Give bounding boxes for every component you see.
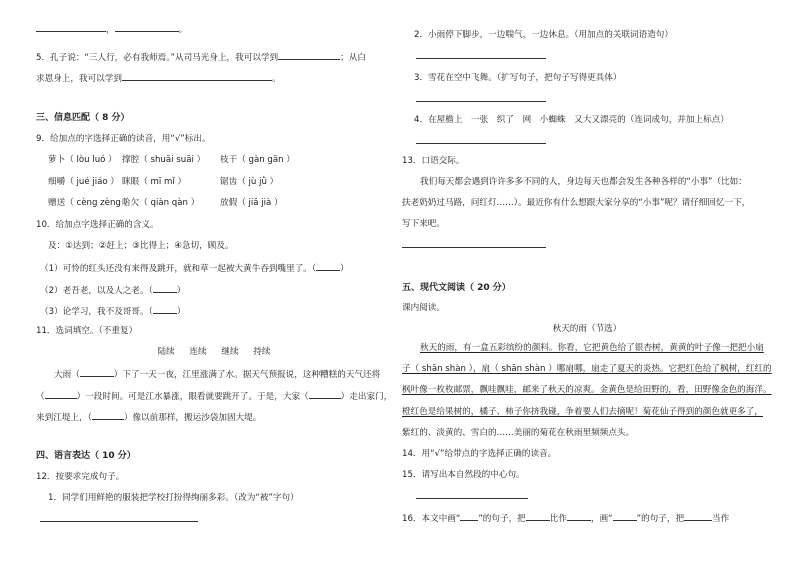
question-13: 13．口语交际。 (402, 156, 465, 166)
q11-word-bank (36, 346, 392, 358)
pinyin-choice[interactable]: 锯齿（ jù jǜ ） (220, 177, 279, 187)
question-12-4: 4．在屋檐上 一张 织了 网 小蜘蛛 又大又漂亮的（连词成句，并加上标点） (414, 115, 729, 125)
answer-blank[interactable] (80, 367, 114, 377)
word-option: 连续 (189, 347, 207, 357)
answer-blank[interactable] (309, 389, 341, 399)
word-option: 继续 (221, 347, 239, 357)
answer-line[interactable] (416, 101, 546, 102)
pinyin-choice[interactable]: 萝卜（ lòu luó ） (48, 155, 117, 165)
pinyin-choice[interactable]: 枝干（ gàn gān ） (220, 155, 295, 165)
answer-line[interactable] (416, 143, 546, 144)
answer-blank[interactable] (122, 71, 272, 81)
question-9: 9．给加点的字选择正确的读音，用“√”标出。 (36, 134, 211, 144)
answer-line[interactable] (402, 247, 546, 248)
q11-paragraph-line: 大雨（ ）下了一天一夜，江里涨满了水。据天气预报说，这种糟糕的天气还将 (54, 367, 380, 381)
section-3-heading: 三、信息匹配（ 8 分） (36, 113, 130, 123)
pinyin-choice[interactable]: 细嚼（ jué jiáo ） (48, 177, 119, 187)
question-14: 14．用“√”给带点的字选择正确的读音。 (402, 449, 557, 459)
q11-paragraph-line: 来到江堤上，（ ）像以前那样，搬运沙袋加固大堤。 (36, 410, 261, 424)
answer-blank[interactable] (153, 304, 177, 314)
q13-text: 扶老奶奶过马路，问红灯……）。最近你有什么想跟大家分享的“小事”呢？请仔细回忆一下， (402, 198, 751, 208)
question-12-3: 3．雪花在空中飞舞。（扩写句子，把句子写得更具体） (414, 73, 622, 83)
answer-blank[interactable] (115, 22, 179, 32)
q10-options: 及：①达到；②赶上；③比得上；④急切，顾及。 (48, 241, 234, 251)
answer-blank[interactable] (460, 511, 478, 521)
question-12-2: 2．小雨停下脚步，一边喘气，一边休息。（用加点的关联词语造句） (414, 30, 673, 40)
question-12-1: 1．同学们用鲜艳的服装把学校打扮得绚丽多彩。（改为“被”字句） (48, 493, 299, 503)
answer-blank[interactable] (316, 261, 340, 271)
answer-blank[interactable] (526, 511, 550, 521)
q10-item: （3）论学习，我不及哥哥。（ ） (40, 304, 186, 318)
word-option: 陆续 (157, 347, 175, 357)
section-5-heading: 五、现代文阅读（ 20 分） (402, 283, 511, 293)
pinyin-choice[interactable]: 撑腔（ shuāi suāi ） (122, 155, 206, 165)
question-5-cont: 求恩身上，我可以学到 。 (36, 71, 281, 85)
passage-line: 紫红的、淡黄的、雪白的……美丽的菊花在秋雨里频频点头。 (402, 428, 635, 438)
answer-line[interactable] (416, 498, 528, 499)
question-10: 10．给加点字选择正确的含义。 (36, 220, 159, 230)
word-option: 持续 (253, 347, 271, 357)
question-11: 11．选词填空。（不重复） (36, 326, 138, 336)
q13-text: 写下来吧。 (402, 219, 445, 229)
passage-title: 秋天的雨（节选） (552, 324, 622, 334)
answer-line[interactable] (416, 58, 546, 59)
pinyin-choice[interactable]: 赠送（ cèng zèng ） (48, 198, 133, 208)
passage-line: 橙红色是给果树的，橘子、柿子你挤我碰，争着要人们去摘呢！菊花仙子得到的颜色就更多了， (402, 407, 763, 417)
pinyin-choice[interactable]: 眯眼（ mī mǐ ） (122, 177, 187, 187)
q10-item: （2）老吾老，以及人之老。（ ） (40, 283, 186, 297)
answer-blank[interactable] (45, 389, 77, 399)
question-15: 15．请写出本自然段的中心句。 (402, 470, 525, 480)
q13-text: 我们每天都会遇到许许多多不同的人，身边每天也都会发生各种各样的“小事”（比如： (420, 177, 747, 187)
passage-line: 枫叶像一枚枚邮票，飘哇飘哇，邮来了秋天的凉爽。金黄色是给田野的，看，田野像金色的海洋。 (402, 385, 772, 395)
section-4-heading: 四、语言表达（ 10 分） (36, 451, 136, 461)
question-12: 12．按要求完成句子。 (36, 472, 125, 482)
answer-blank[interactable] (92, 410, 124, 420)
answer-blank[interactable] (153, 283, 177, 293)
question-16: 16．本文中画“ ”的句子，把 比作 ，画“ ”的句子，把 当作 (402, 511, 729, 525)
pinyin-choice[interactable]: 哈欠（ qiàn qàn ） (122, 198, 200, 208)
answer-blank[interactable] (278, 50, 340, 60)
answer-blank[interactable] (684, 511, 712, 521)
question-5: 5．孔子说：“三人行，必有我师焉。”从司马光身上，我可以学到 ；从白 (36, 50, 366, 64)
pinyin-choice[interactable]: 放假（ jiǎ jià ） (220, 198, 283, 208)
q10-item: （1）可怜的红头还没有来得及跳开，就和草一起被大黄牛吞到嘴里了。（ ） (40, 261, 349, 275)
answer-blank[interactable] (36, 22, 106, 32)
answer-line[interactable] (40, 521, 198, 522)
passage-line: 秋天的雨，有一盒五彩缤纷的颜料。你看，它把黄色给了银杏树，黄黄的叶子像一把把小扇 (420, 343, 764, 353)
reading-intro: 课内阅读。 (402, 303, 445, 313)
q11-paragraph-line: （ ）一段时间。可是江水暴涨，眼看就要跳开了。于是，大家（ ）走出家门， (36, 389, 392, 403)
answer-blank[interactable] (613, 511, 637, 521)
q-prev-blanks: ， 。 (36, 22, 187, 36)
answer-blank[interactable] (567, 511, 591, 521)
passage-line: 子（ shān shàn ），扇（ shān shàn ）哪扇哪，扇走了夏天的炎热。它把红色给了枫树，红红的 (402, 364, 772, 374)
